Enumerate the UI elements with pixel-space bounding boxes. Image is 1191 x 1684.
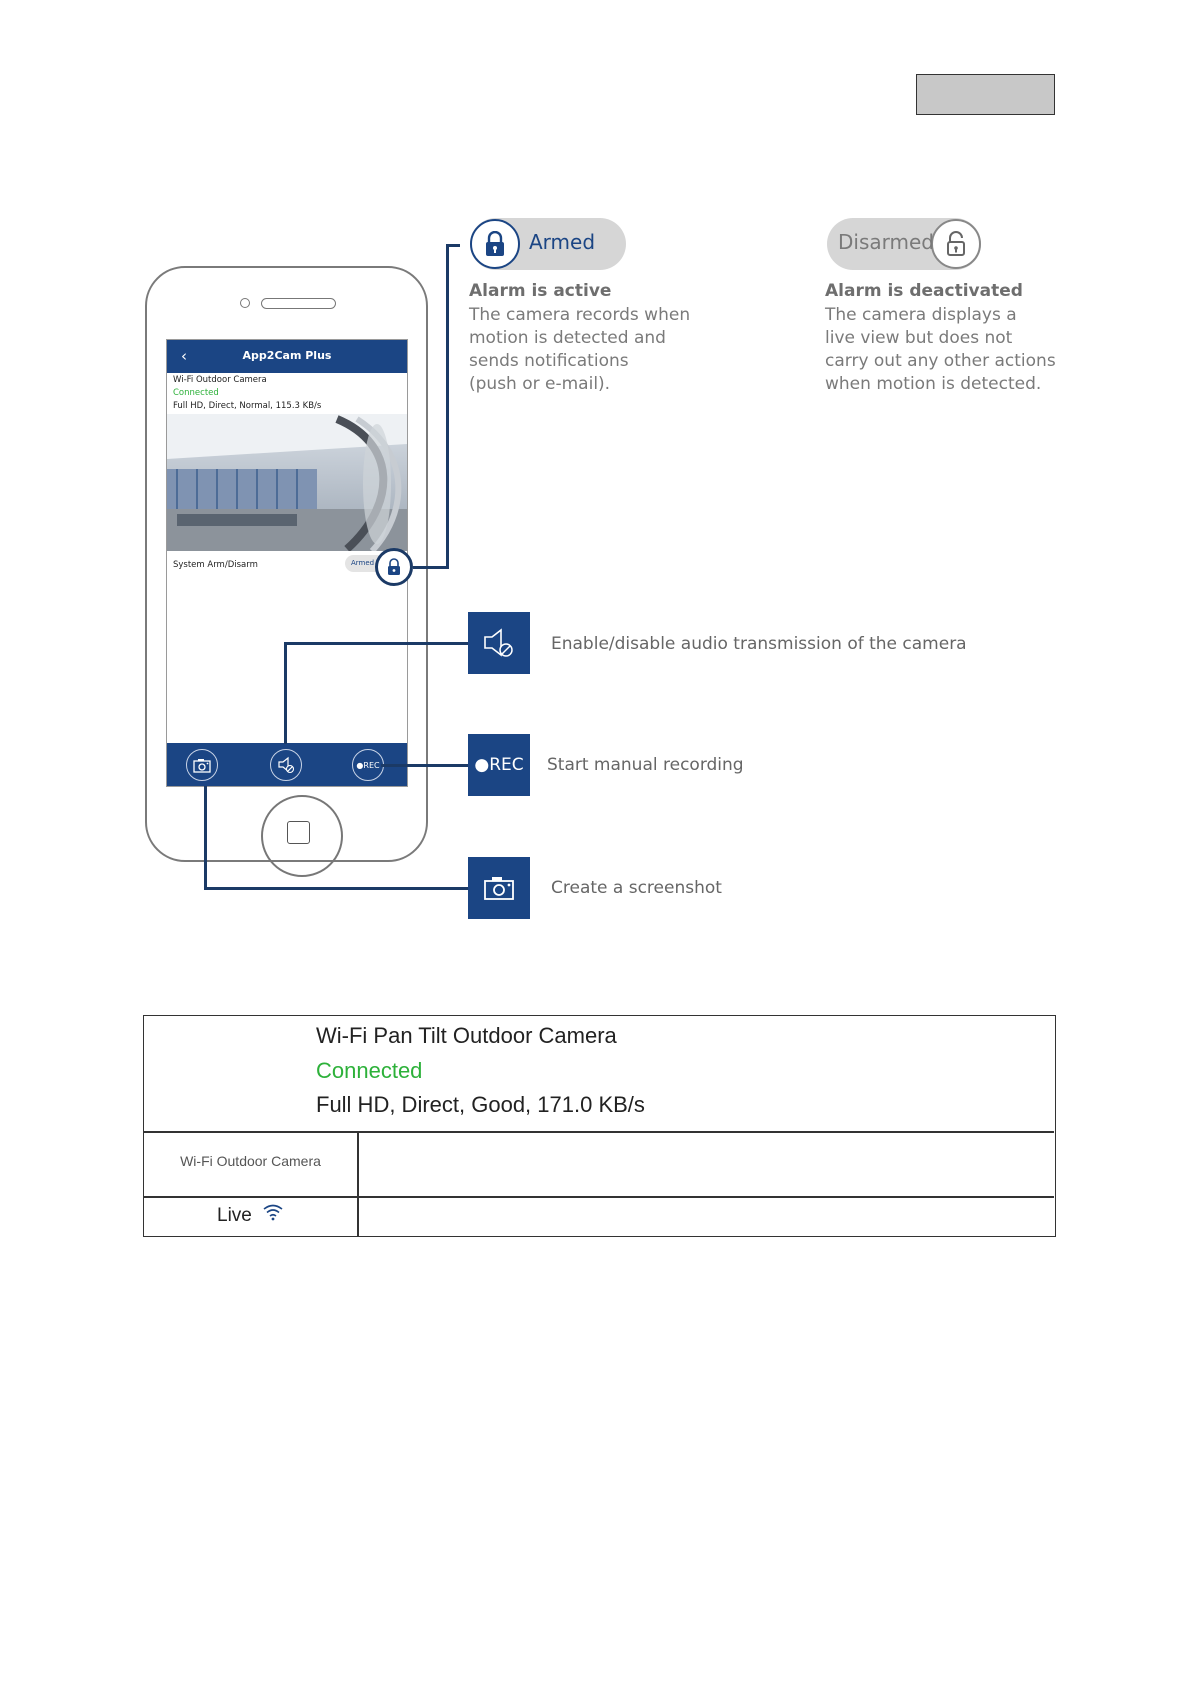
- disarmed-line-1: The camera displays a: [825, 305, 1017, 325]
- speaker-mute-icon: [277, 756, 295, 774]
- back-icon[interactable]: ‹: [181, 347, 187, 365]
- home-square-icon: [287, 821, 310, 844]
- armed-line-3: sends notifications: [469, 351, 629, 371]
- camera-name: Wi-Fi Outdoor Camera: [173, 375, 267, 385]
- connector-audio-h: [284, 642, 470, 645]
- table-divider: [144, 1196, 1054, 1198]
- table-row1-label: Wi-Fi Outdoor Camera: [180, 1153, 321, 1169]
- table-column-divider: [357, 1131, 359, 1236]
- app-title: App2Cam Plus: [242, 349, 332, 362]
- connector-lock-top: [446, 244, 460, 247]
- live-view-image: [167, 414, 407, 551]
- audio-feature-box: [468, 612, 530, 674]
- connector-lock-h: [413, 566, 448, 569]
- disarmed-label: Disarmed: [838, 230, 934, 254]
- lock-closed-icon: [484, 231, 506, 257]
- app-bar: [167, 340, 407, 373]
- screenshot-button[interactable]: [186, 749, 218, 781]
- camera-icon: [483, 875, 515, 901]
- screenshot-feature-label: Create a screenshot: [551, 878, 722, 898]
- camera-info: Full HD, Direct, Normal, 115.3 KB/s: [173, 401, 322, 411]
- armed-description: [469, 304, 729, 396]
- disarmed-line-3: carry out any other actions: [825, 351, 1056, 371]
- armed-lock-circle: [470, 219, 520, 269]
- lock-callout: [375, 548, 413, 586]
- arm-disarm-label: System Arm/Disarm: [173, 560, 258, 570]
- table-camera-title: Wi-Fi Pan Tilt Outdoor Camera: [316, 1023, 617, 1048]
- table-camera-status: Connected: [316, 1058, 423, 1083]
- wifi-icon: [262, 1203, 284, 1221]
- connector-rec-h: [381, 764, 470, 767]
- disarmed-description: [825, 304, 1085, 396]
- audio-feature-label: Enable/disable audio transmission of the camera: [551, 634, 967, 654]
- page-number-box: [916, 74, 1055, 115]
- disarmed-lock-circle: [931, 219, 981, 269]
- armed-line-2: motion is detected and: [469, 328, 666, 348]
- bottom-toolbar: [167, 743, 407, 787]
- camera-icon: [193, 758, 211, 773]
- camera-status: Connected: [173, 388, 219, 398]
- connector-lock-v: [446, 244, 449, 569]
- connector-screenshot-v: [204, 786, 207, 889]
- screenshot-feature-box: [468, 857, 530, 919]
- phone-speaker: [261, 298, 336, 309]
- armed-line-4: (push or e-mail).: [469, 374, 611, 394]
- audio-button[interactable]: [270, 749, 302, 781]
- lock-open-icon: [945, 231, 967, 257]
- phone-camera-dot: [240, 298, 250, 308]
- lock-icon: [386, 558, 402, 576]
- disarmed-line-2: live view but does not: [825, 328, 1013, 348]
- armed-heading: Alarm is active: [469, 281, 612, 301]
- camera-info-table: [143, 1015, 1056, 1237]
- armed-label: Armed: [529, 230, 596, 254]
- phone-screen: [166, 339, 408, 787]
- rec-feature-box: ●REC: [468, 734, 530, 796]
- disarmed-heading: Alarm is deactivated: [825, 281, 1023, 301]
- connector-screenshot-h: [204, 887, 470, 890]
- rec-feature-label: Start manual recording: [547, 755, 744, 775]
- table-row2-label: Live: [217, 1205, 252, 1226]
- connector-audio-v: [284, 642, 287, 744]
- table-camera-info: Full HD, Direct, Good, 171.0 KB/s: [316, 1092, 645, 1117]
- arm-toggle[interactable]: Armed: [345, 555, 385, 572]
- armed-line-1: The camera records when: [469, 305, 691, 325]
- speaker-mute-icon: [482, 627, 516, 659]
- table-divider: [144, 1131, 1054, 1133]
- disarmed-line-4: when motion is detected.: [825, 374, 1042, 394]
- rec-button[interactable]: ●REC: [352, 749, 384, 781]
